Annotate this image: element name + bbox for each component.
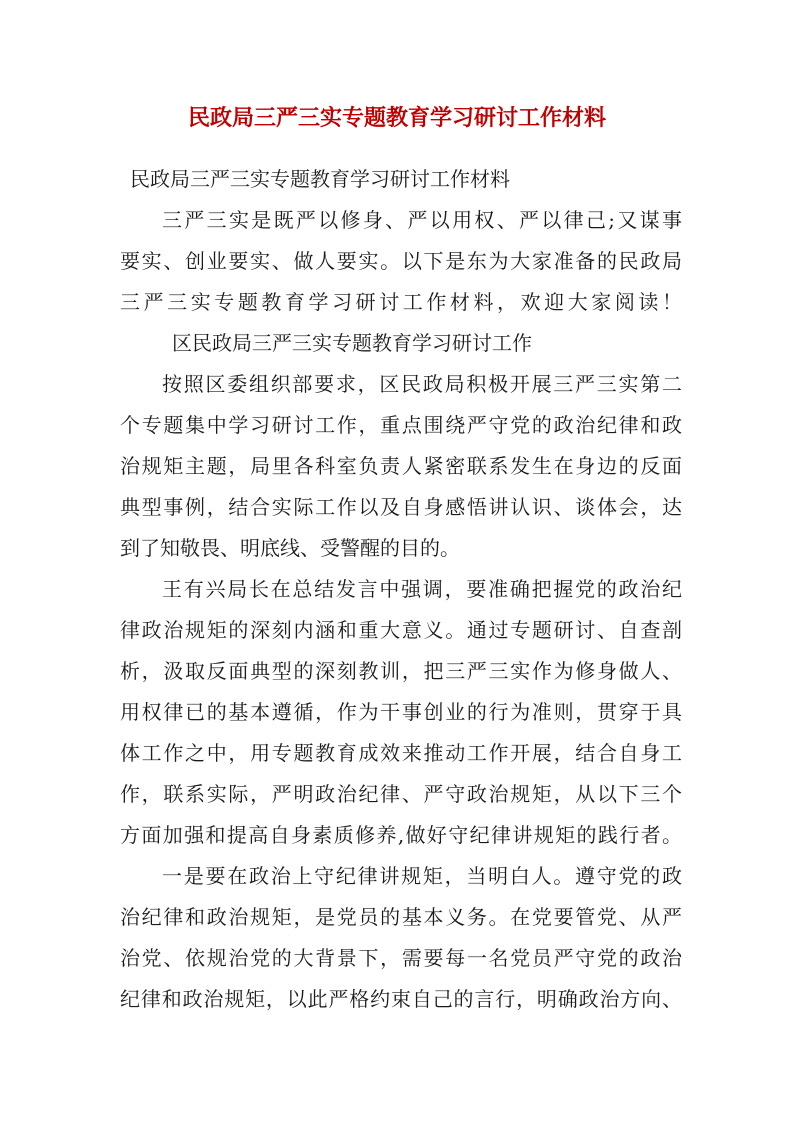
body-line: 治纪律和政治规矩，是党员的基本义务。在党要管党、从严 (120, 905, 684, 929)
document-title: 民政局三严三实专题教育学习研讨工作材料 (187, 105, 606, 131)
subtitle-line: 民政局三严三实专题教育学习研讨工作材料 (130, 167, 510, 191)
body-line: 典型事例，结合实际工作以及自身感悟讲认识、谈体会，达 (120, 495, 684, 519)
document-body (120, 162, 686, 1023)
body-line: 个专题集中学习研讨工作，重点围绕严守党的政治纪律和政 (120, 413, 684, 437)
body-line: 按照区委组织部要求，区民政局积极开展三严三实第二 (162, 372, 684, 396)
body-line: 治党、依规治党的大背景下，需要每一名党员严守党的政治 (120, 946, 684, 970)
body-line: 律政治规矩的深刻内涵和重大意义。通过专题研讨、自查剖 (120, 618, 684, 642)
body-line: 三严三实专题教育学习研讨工作材料，欢迎大家阅读！ (120, 290, 686, 314)
body-line: 方面加强和提高自身素质修养,做好守纪律讲规矩的践行者。 (120, 823, 684, 847)
body-line: 到了知敬畏、明底线、受警醒的目的。 (120, 536, 460, 560)
body-line: 治规矩主题，局里各科室负责人紧密联系发生在身边的反面 (120, 454, 684, 478)
body-line: 析，汲取反面典型的深刻教训，把三严三实作为修身做人、 (120, 659, 684, 683)
body-line: 纪律和政治规矩，以此严格约束自己的言行，明确政治方向、 (120, 987, 683, 1011)
body-line: 一是要在政治上守纪律讲规矩，当明白人。遵守党的政 (162, 864, 684, 888)
body-line: 用权律已的基本遵循，作为干事创业的行为准则，贯穿于具 (120, 700, 684, 724)
body-line: 王有兴局长在总结发言中强调，要准确把握党的政治纪 (162, 577, 684, 601)
body-line: 作，联系实际，严明政治纪律、严守政治规矩，从以下三个 (120, 782, 684, 806)
section-heading: 区民政局三严三实专题教育学习研讨工作 (172, 331, 532, 355)
body-line: 体工作之中，用专题教育成效来推动工作开展，结合自身工 (120, 741, 684, 765)
body-line: 要实、创业要实、做人要实。以下是东为大家准备的民政局 (120, 249, 684, 273)
body-line: 三严三实是既严以修身、严以用权、严以律己;又谋事 (162, 208, 685, 232)
